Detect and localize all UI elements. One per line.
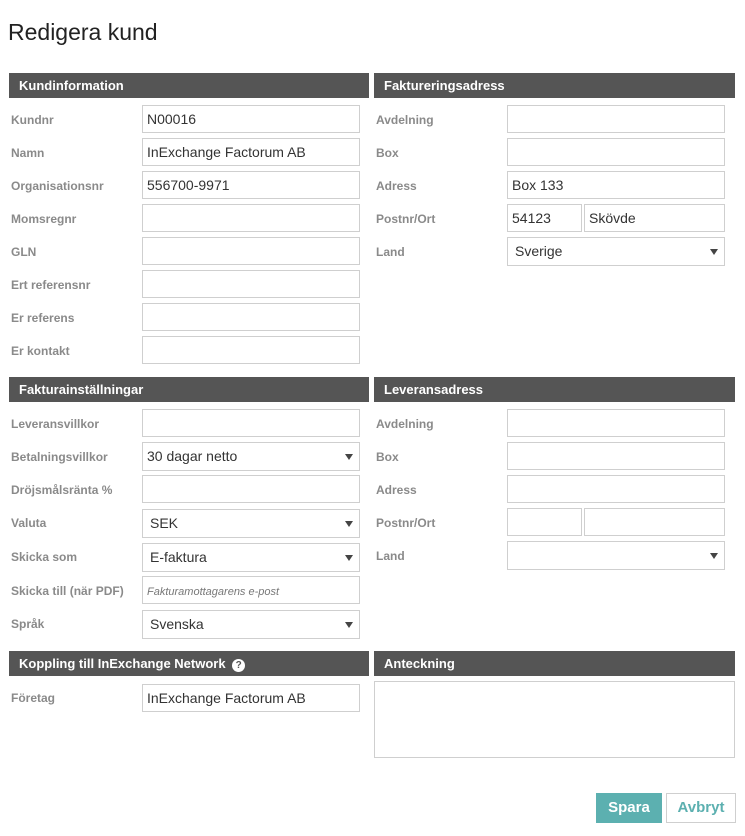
betalningsvillkor-value: 30 dagar netto [147,448,238,464]
label-drojsmalsranta: Dröjsmålsränta % [11,483,113,497]
skicka-som-select[interactable] [142,543,360,572]
billing-avdelning-input[interactable] [507,105,725,133]
gln-input[interactable] [142,237,360,265]
label-billing-land: Land [376,245,405,259]
label-delivery-land: Land [376,549,405,563]
skicka-till-input[interactable] [142,576,360,604]
label-delivery-avdelning: Avdelning [376,417,434,431]
label-namn: Namn [11,146,45,160]
label-skicka-till: Skicka till (när PDF) [11,584,124,598]
label-orgnr: Organisationsnr [11,179,104,193]
kundnr-input[interactable] [142,105,360,133]
label-leveransvillkor: Leveransvillkor [11,417,100,431]
delivery-postnr-input[interactable] [507,508,582,536]
er-referens-input[interactable] [142,303,360,331]
label-delivery-box: Box [376,450,399,464]
leveransvillkor-input[interactable] [142,409,360,437]
billing-box-input[interactable] [507,138,725,166]
delivery-ort-input[interactable] [584,508,725,536]
valuta-value: SEK [150,515,179,531]
chevron-down-icon [345,555,353,561]
section-header-customer-info: Kundinformation [9,73,369,98]
sprak-value: Svenska [150,616,204,632]
chevron-down-icon [710,553,718,559]
skicka-som-value: E-faktura [150,549,207,565]
valuta-select[interactable] [142,509,360,538]
chevron-down-icon [345,454,353,460]
label-billing-adress: Adress [376,179,417,193]
label-er-kontakt: Er kontakt [11,344,70,358]
label-ert-referensnr: Ert referensnr [11,278,91,292]
section-header-billing-address: Faktureringsadress [374,73,735,98]
label-momsregnr: Momsregnr [11,212,77,226]
delivery-box-input[interactable] [507,442,725,470]
chevron-down-icon [345,622,353,628]
label-sprak: Språk [11,617,45,631]
network-header-label: Koppling till InExchange Network [19,656,226,671]
label-delivery-postnr-ort: Postnr/Ort [376,516,436,530]
section-header-delivery-address: Leveransadress [374,377,735,402]
label-billing-postnr-ort: Postnr/Ort [376,212,436,226]
save-button[interactable]: Spara [596,793,662,823]
chevron-down-icon [345,521,353,527]
billing-ort-input[interactable] [584,204,725,232]
namn-input[interactable] [142,138,360,166]
page-title: Redigera kund [8,19,158,45]
section-header-network [9,651,369,676]
billing-land-select[interactable] [507,237,725,266]
section-header-invoice-settings: Fakturainställningar [9,377,369,402]
delivery-adress-input[interactable] [507,475,725,503]
cancel-button[interactable]: Avbryt [666,793,736,823]
label-gln: GLN [11,245,37,259]
billing-adress-input[interactable] [507,171,725,199]
ert-referensnr-input[interactable] [142,270,360,298]
momsregnr-input[interactable] [142,204,360,232]
foretag-input[interactable] [142,684,360,712]
drojsmalsranta-input[interactable] [142,475,360,503]
orgnr-input[interactable] [142,171,360,199]
billing-postnr-input[interactable] [507,204,582,232]
delivery-avdelning-input[interactable] [507,409,725,437]
label-delivery-adress: Adress [376,483,417,497]
label-foretag: Företag [11,691,56,705]
chevron-down-icon [710,249,718,255]
er-kontakt-input[interactable] [142,336,360,364]
label-kundnr: Kundnr [11,113,54,127]
betalningsvillkor-select[interactable] [142,442,360,471]
label-valuta: Valuta [11,516,47,530]
question-circle-icon[interactable]: ? [232,659,245,672]
label-billing-avdelning: Avdelning [376,113,434,127]
label-skicka-som: Skicka som [11,550,78,564]
label-er-referens: Er referens [11,311,75,325]
delivery-land-select[interactable] [507,541,725,570]
label-betalningsvillkor: Betalningsvillkor [11,450,108,464]
notes-textarea[interactable] [374,681,735,758]
label-billing-box: Box [376,146,399,160]
sprak-select[interactable] [142,610,360,639]
section-header-notes: Anteckning [374,651,735,676]
billing-land-value: Sverige [515,243,563,259]
